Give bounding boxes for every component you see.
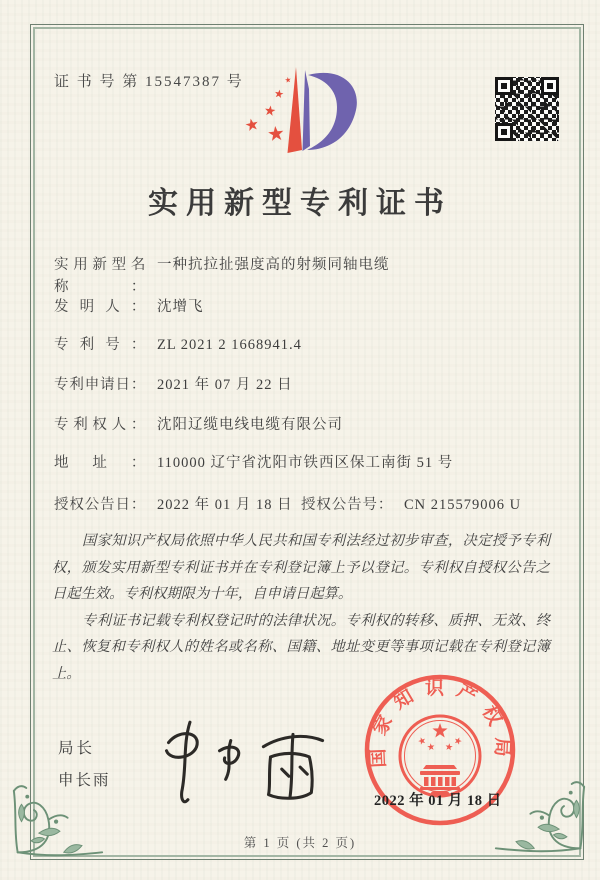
legal-paragraph-2: 专利证书记载专利权登记时的法律状况。专利权的转移、质押、无效、终止、恢复和专利权人的姓名或名称、国籍、地址变更等事项记载在专利登记簿上。: [52, 612, 550, 682]
commissioner-name: 申长雨: [58, 772, 111, 789]
field-row-patent-number: [54, 334, 548, 358]
field-row-patentee: [54, 414, 548, 438]
seal-ring-text: 国家知识产权局: [367, 677, 513, 769]
field-row-inventor: [54, 296, 548, 320]
qr-code: [492, 74, 562, 144]
field-row-filing-date: [54, 374, 548, 398]
field-label: 发明人：: [54, 299, 146, 315]
field-value: 2021 年 07 月 22 日: [156, 377, 293, 393]
legal-text: [52, 528, 550, 687]
logo-stars: [245, 77, 292, 142]
field-value: 沈增飞: [156, 299, 204, 315]
svg-text:国家知识产权局: [366, 676, 513, 768]
field-value: 2022 年 01 月 18 日: [156, 497, 293, 513]
field-value: CN 215579006 U: [403, 497, 522, 513]
qr-finder-topright: [541, 77, 559, 95]
certificate-title: 实用新型专利证书: [148, 187, 452, 220]
field-label: 实用新型名称：: [54, 257, 146, 295]
page-number: 第 1 页 (共 2 页): [243, 836, 357, 850]
field-row-grant: [54, 494, 548, 518]
field-grant-number: [301, 494, 521, 516]
field-label: 专利申请日：: [54, 377, 146, 393]
logo-spike: [288, 67, 303, 153]
commissioner-title: 局长: [58, 740, 96, 757]
legal-paragraph-1: 国家知识产权局依照中华人民共和国专利法经过初步审查，决定授予专利权，颁发实用新型专利证书并在专利登记簿上予以登记。专利权自授权公告之日起生效。专利权期限为十年，自申请日起算。: [52, 533, 550, 602]
field-label: 专利号：: [54, 337, 146, 353]
signature-script: [148, 712, 338, 814]
field-label: 授权公告号：: [301, 497, 393, 513]
field-row-address: [54, 452, 548, 476]
field-row-name: [54, 254, 548, 295]
national-emblem-icon: [400, 716, 480, 796]
qr-finder-bottomleft: [495, 123, 513, 141]
certificate-number: 证 书 号 第 15547387 号: [54, 74, 244, 90]
field-value: 110000 辽宁省沈阳市铁西区保工南街 51 号: [156, 455, 454, 471]
qr-finder-topleft: [495, 77, 513, 95]
field-label: 专利权人：: [54, 417, 146, 433]
cnipa-logo-icon: [230, 60, 370, 168]
logo-p-shape: [307, 73, 357, 150]
field-value: ZL 2021 2 1668941.4: [156, 337, 302, 353]
field-label: 授权公告日：: [54, 497, 146, 513]
field-value: 一种抗拉扯强度高的射频同轴电缆: [156, 257, 390, 273]
seal-date: 2022 年 01 月 18 日: [374, 793, 502, 809]
field-label: 地址：: [54, 455, 146, 471]
field-value: 沈阳辽缆电线电缆有限公司: [156, 417, 343, 433]
